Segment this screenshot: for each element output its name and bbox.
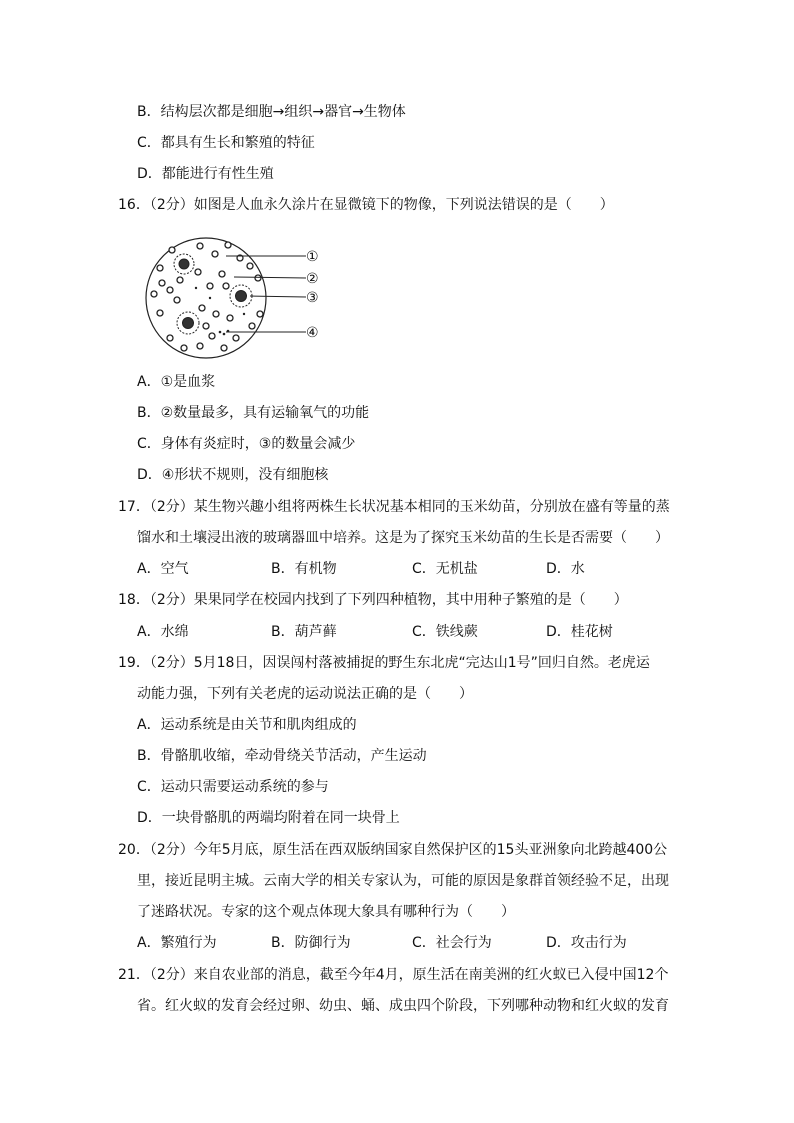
q16-option-c: C．身体有炎症时，③的数量会减少 bbox=[137, 436, 356, 452]
q17-option-b: B．有机物 bbox=[271, 561, 337, 577]
q19-stem-line1: 19．（2分）5月18日，因误闯村落被捕捉的野生东北虎“完达山1号”回归自然。老虎运 bbox=[118, 655, 650, 671]
q18-options bbox=[137, 622, 697, 642]
blood-smear-figure bbox=[140, 228, 340, 368]
q18-option-a: A．水绵 bbox=[137, 624, 189, 640]
label-3: ③ bbox=[306, 290, 319, 306]
white-blood-cell bbox=[174, 254, 194, 274]
q16-option-d: D．④形状不规则，没有细胞核 bbox=[137, 467, 329, 483]
q18-stem: 18．（2分）果果同学在校园内找到了下列四种植物，其中用种子繁殖的是（ ） bbox=[118, 592, 628, 608]
q16-option-b: B．②数量最多，具有运输氧气的功能 bbox=[137, 405, 370, 421]
label-4: ④ bbox=[306, 325, 319, 341]
q19-stem-line2: 动能力强，下列有关老虎的运动说法正确的是（ ） bbox=[137, 686, 473, 702]
q16-stem: 16．（2分）如图是人血永久涂片在显微镜下的物像，下列说法错误的是（ ） bbox=[118, 197, 614, 213]
q20-stem-line3: 了迷路状况。专家的这个观点体现大象具有哪种行为（ ） bbox=[137, 904, 515, 920]
q18-option-d: D．桂花树 bbox=[546, 624, 613, 640]
q17-stem-line1: 17．（2分）某生物兴趣小组将两株生长状况基本相同的玉米幼苗，分别放在盛有等量的蒸 bbox=[118, 499, 670, 515]
q20-option-b: B．防御行为 bbox=[271, 935, 351, 951]
q15-option-b: B．结构层次都是细胞→组织→器官→生物体 bbox=[137, 104, 406, 120]
q19-option-c: C．运动只需要运动系统的参与 bbox=[137, 779, 329, 795]
q19-option-d: D．一块骨骼肌的两端均附着在同一块骨上 bbox=[137, 810, 400, 826]
q19-option-b: B．骨骼肌收缩，牵动骨绕关节活动，产生运动 bbox=[137, 748, 427, 764]
q17-stem-line2: 馏水和土壤浸出液的玻璃器皿中培养。这是为了探究玉米幼苗的生长是否需要（ ） bbox=[137, 530, 669, 546]
q17-option-d: D．水 bbox=[546, 561, 585, 577]
label-2: ② bbox=[306, 271, 319, 287]
q17-option-a: A．空气 bbox=[137, 561, 189, 577]
q19-option-a: A．运动系统是由关节和肌肉组成的 bbox=[137, 717, 357, 733]
q20-option-c: C．社会行为 bbox=[412, 935, 492, 951]
q17-option-c: C．无机盐 bbox=[412, 561, 478, 577]
q18-option-c: C．铁线蕨 bbox=[412, 624, 478, 640]
q15-option-d: D．都能进行有性生殖 bbox=[137, 166, 274, 182]
q20-options bbox=[137, 933, 697, 953]
q18-option-b: B．葫芦藓 bbox=[271, 624, 337, 640]
q20-stem-line2: 里，接近昆明主城。云南大学的相关专家认为，可能的原因是象群首领经验不足，出现 bbox=[137, 873, 669, 889]
q21-stem-line2: 省。红火蚁的发育会经过卵、幼虫、蛹、成虫四个阶段，下列哪种动物和红火蚁的发育 bbox=[137, 998, 669, 1014]
white-blood-cell bbox=[230, 285, 252, 307]
q20-option-d: D．攻击行为 bbox=[546, 935, 627, 951]
q15-option-c: C．都具有生长和繁殖的特征 bbox=[137, 135, 315, 151]
q20-stem-line1: 20．（2分）今年5月底，原生活在西双版纳国家自然保护区的15头亚洲象向北跨越400公 bbox=[118, 842, 668, 858]
label-1: ① bbox=[306, 249, 319, 265]
white-blood-cell bbox=[177, 312, 199, 334]
q16-option-a: A．①是血浆 bbox=[137, 374, 216, 390]
q20-option-a: A．繁殖行为 bbox=[137, 935, 217, 951]
q17-options bbox=[137, 559, 697, 579]
q21-stem-line1: 21．（2分）来自农业部的消息，截至今年4月，原生活在南美洲的红火蚁已入侵中国12个 bbox=[118, 967, 669, 983]
